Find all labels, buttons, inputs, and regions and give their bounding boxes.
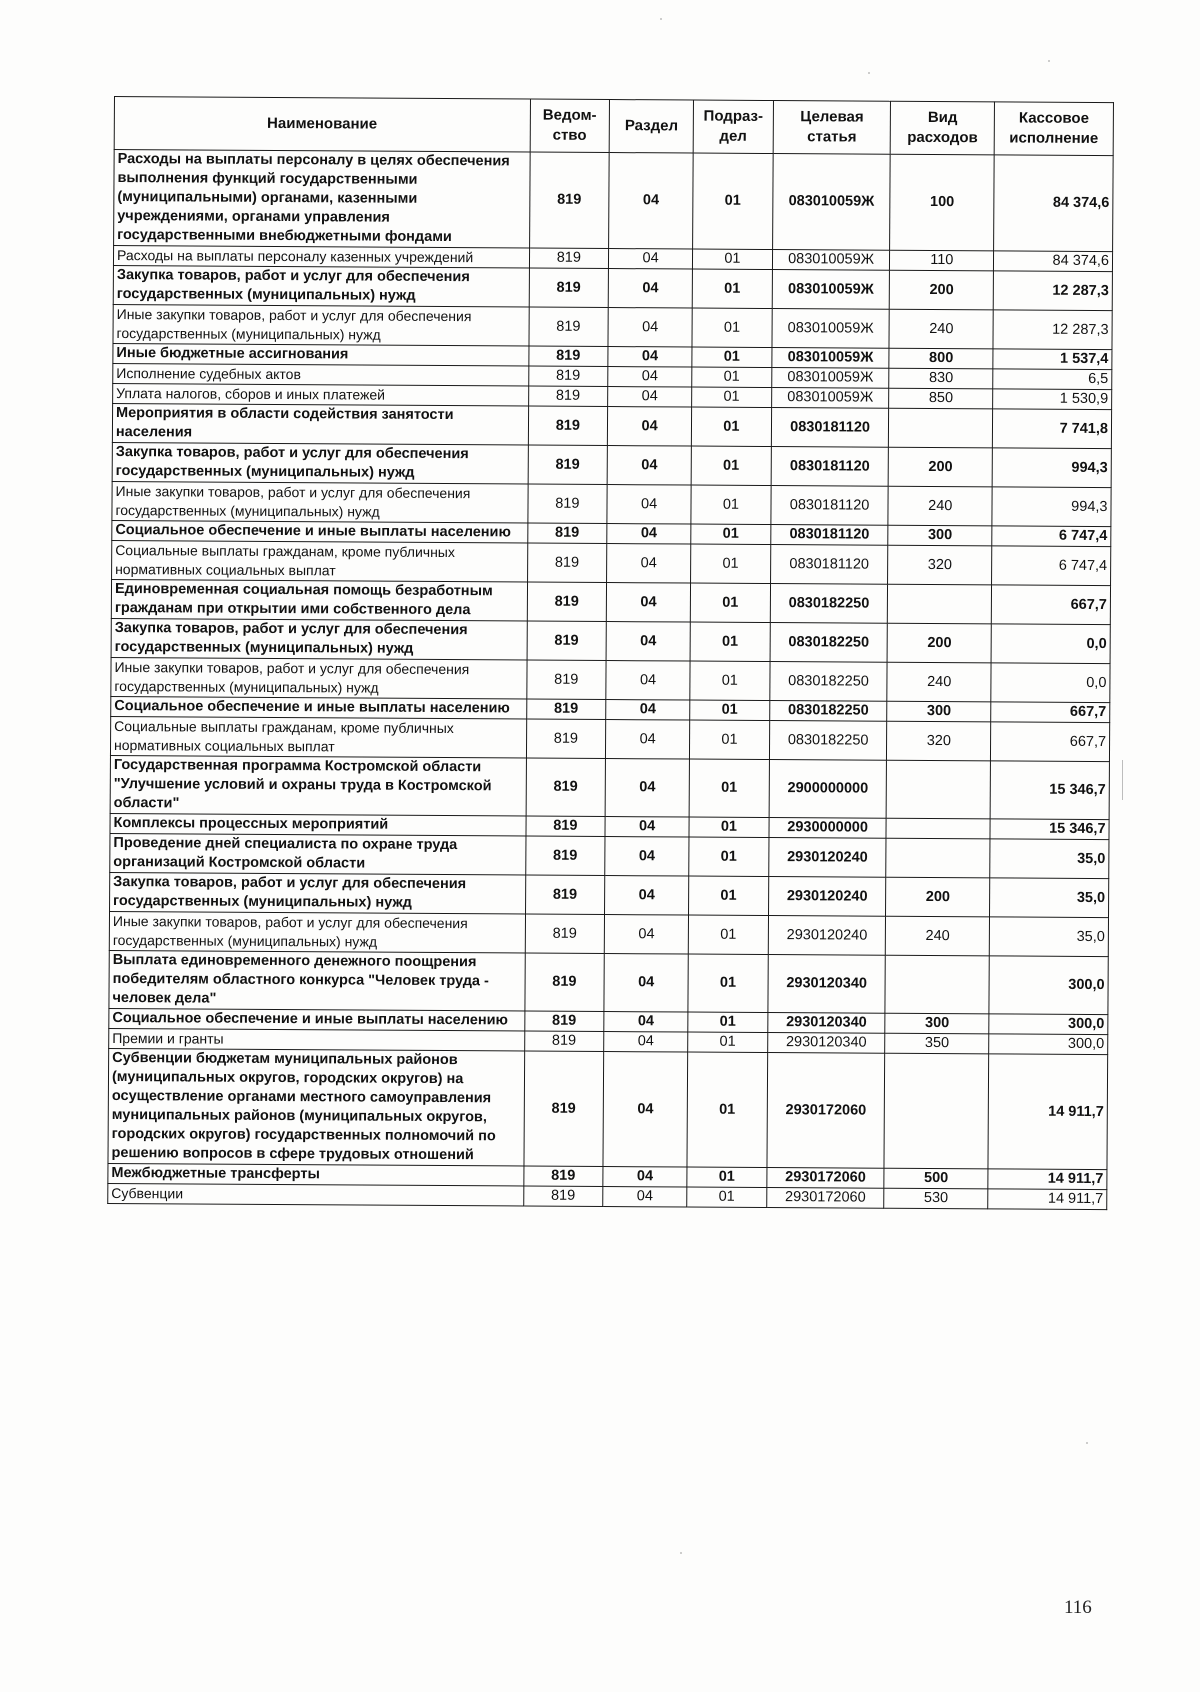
- header-kassovoe-ispolnenie: Кассовое исполнение: [994, 102, 1113, 156]
- cell-razdel: 04: [606, 700, 690, 721]
- cell-vedomstvo: 819: [523, 1166, 603, 1186]
- cell-podrazdel: 01: [688, 1012, 768, 1032]
- cell-celevaya-statya: 083010059Ж: [772, 348, 890, 369]
- cell-vid-rashodov: 240: [889, 309, 993, 349]
- cell-celevaya-statya: 2930120340: [767, 1033, 885, 1054]
- cell-name: Закупка товаров, работ и услуг для обеспечения государственных (муниципальных) нужд: [110, 872, 526, 914]
- cell-podrazdel: 01: [689, 817, 769, 837]
- cell-name: Государственная программа Костромской области "Улучшение условий и охраны труда в Костромской области": [110, 755, 526, 816]
- cell-vedomstvo: 819: [526, 758, 606, 816]
- cell-razdel: 04: [605, 837, 689, 877]
- cell-celevaya-statya: 0830181120: [770, 525, 888, 546]
- cell-name: Социальные выплаты гражданам, кроме публичных нормативных социальных выплат: [112, 540, 528, 582]
- cell-razdel: 04: [606, 622, 690, 662]
- header-podrazdel: Подраз-дел: [693, 100, 773, 153]
- cell-podrazdel: 01: [689, 837, 769, 876]
- cell-name: Межбюджетные трансферты: [108, 1163, 524, 1186]
- cell-name: Мероприятия в области содействия занятости населения: [112, 403, 528, 445]
- table-row: [110, 755, 1109, 819]
- scan-mark: [1122, 760, 1123, 800]
- cell-celevaya-statya: 083010059Ж: [772, 270, 890, 310]
- cell-kassovoe-ispolnenie: 7 741,8: [992, 409, 1111, 449]
- cell-kassovoe-ispolnenie: 35,0: [990, 878, 1109, 918]
- cell-celevaya-statya: 0830181120: [771, 486, 889, 526]
- cell-razdel: 04: [604, 1012, 688, 1033]
- cell-celevaya-statya: 0830182250: [769, 721, 887, 761]
- cell-name: Выплата единовременного денежного поощрения победителям областного конкурса "Человек труда - человек дела": [109, 950, 525, 1011]
- cell-vedomstvo: 819: [527, 523, 607, 543]
- cell-kassovoe-ispolnenie: 14 911,7: [988, 1189, 1107, 1210]
- scan-speck: [868, 72, 870, 74]
- cell-podrazdel: 01: [692, 347, 772, 367]
- cell-name: Исполнение судебных актов: [113, 363, 529, 386]
- cell-vedomstvo: 819: [527, 543, 607, 582]
- scan-speck: [680, 1552, 682, 1554]
- table-row: [110, 833, 1109, 878]
- cell-kassovoe-ispolnenie: 35,0: [989, 917, 1108, 957]
- cell-vid-rashodov: 530: [884, 1188, 988, 1209]
- cell-kassovoe-ispolnenie: 994,3: [992, 448, 1111, 488]
- cell-razdel: 04: [608, 387, 692, 408]
- cell-vid-rashodov: 200: [888, 623, 992, 663]
- table-row: [111, 618, 1110, 663]
- cell-celevaya-statya: 2900000000: [769, 760, 887, 819]
- cell-vedomstvo: 819: [524, 1011, 604, 1031]
- cell-celevaya-statya: 2930172060: [766, 1188, 884, 1209]
- cell-kassovoe-ispolnenie: 15 346,7: [990, 761, 1109, 820]
- cell-vedomstvo: 819: [529, 152, 609, 248]
- cell-kassovoe-ispolnenie: 12 287,3: [993, 310, 1112, 350]
- cell-razdel: 04: [608, 308, 692, 348]
- cell-razdel: 04: [603, 1167, 687, 1188]
- cell-celevaya-statya: 083010059Ж: [771, 368, 889, 389]
- cell-razdel: 04: [604, 915, 688, 955]
- header-vedomstvo: Ведом-ство: [530, 99, 610, 152]
- cell-razdel: 04: [607, 446, 691, 486]
- cell-podrazdel: 01: [687, 1052, 767, 1167]
- cell-podrazdel: 01: [693, 249, 773, 269]
- cell-podrazdel: 01: [690, 583, 770, 622]
- cell-vid-rashodov: 110: [890, 250, 994, 271]
- cell-kassovoe-ispolnenie: 14 911,7: [988, 1169, 1107, 1190]
- cell-razdel: 04: [607, 485, 691, 525]
- cell-razdel: 04: [605, 817, 689, 838]
- cell-celevaya-statya: 2930172060: [767, 1168, 885, 1189]
- cell-vid-rashodov: 200: [890, 270, 994, 310]
- cell-vedomstvo: 819: [528, 346, 608, 366]
- table-row: [112, 403, 1111, 448]
- cell-celevaya-statya: 0830182250: [770, 662, 888, 702]
- cell-vedomstvo: 819: [524, 1031, 604, 1051]
- cell-vid-rashodov: 830: [889, 368, 993, 389]
- cell-podrazdel: 01: [693, 153, 773, 249]
- cell-name: Премии и гранты: [109, 1028, 525, 1051]
- cell-vedomstvo: 819: [527, 621, 607, 660]
- cell-podrazdel: 01: [687, 1167, 767, 1187]
- cell-podrazdel: 01: [692, 387, 772, 407]
- cell-celevaya-statya: 0830182250: [770, 623, 888, 663]
- table-row: [110, 872, 1109, 917]
- cell-celevaya-statya: 2930120340: [767, 1013, 885, 1034]
- cell-kassovoe-ispolnenie: 84 374,6: [994, 251, 1113, 272]
- cell-name: Социальное обеспечение и иные выплаты населению: [109, 1008, 525, 1031]
- cell-celevaya-statya: 083010059Ж: [771, 388, 889, 409]
- cell-vedomstvo: 819: [528, 445, 608, 484]
- table-row: [112, 540, 1111, 585]
- cell-name: Социальное обеспечение и иные выплаты населению: [112, 520, 528, 543]
- cell-celevaya-statya: 2930172060: [767, 1053, 885, 1169]
- cell-kassovoe-ispolnenie: 6 747,4: [992, 546, 1111, 586]
- cell-vid-rashodov: 200: [889, 447, 993, 487]
- cell-razdel: 04: [608, 269, 692, 309]
- table-row: [108, 1048, 1108, 1169]
- cell-name: Социальные выплаты гражданам, кроме публичных нормативных социальных выплат: [110, 716, 526, 758]
- cell-vedomstvo: 819: [527, 484, 607, 523]
- cell-vid-rashodov: [886, 818, 990, 839]
- cell-name: Уплата налогов, сборов и иных платежей: [113, 383, 529, 406]
- table-row: [110, 716, 1109, 761]
- cell-razdel: 04: [607, 544, 691, 584]
- cell-celevaya-statya: 2930120240: [768, 877, 886, 917]
- cell-vedomstvo: 819: [525, 914, 605, 953]
- table-row: [113, 304, 1112, 349]
- table-row: [111, 657, 1110, 702]
- cell-razdel: 04: [608, 367, 692, 388]
- cell-vid-rashodov: 320: [887, 721, 991, 761]
- cell-razdel: 04: [605, 759, 689, 818]
- cell-podrazdel: 01: [689, 759, 769, 817]
- cell-vedomstvo: 819: [528, 386, 608, 406]
- cell-razdel: 04: [607, 524, 691, 545]
- cell-name: Единовременная социальная помощь безработным гражданам при открытии ими собственного дела: [111, 579, 527, 621]
- cell-podrazdel: 01: [688, 915, 768, 954]
- table-row: [109, 950, 1108, 1014]
- cell-celevaya-statya: 2930120240: [768, 916, 886, 956]
- cell-vid-rashodov: [887, 760, 991, 819]
- cell-celevaya-statya: 2930120340: [768, 955, 886, 1014]
- cell-vid-rashodov: [889, 408, 993, 448]
- cell-vid-rashodov: [888, 584, 992, 624]
- cell-podrazdel: 01: [690, 700, 770, 720]
- cell-vid-rashodov: 800: [889, 348, 993, 369]
- cell-kassovoe-ispolnenie: 667,7: [991, 702, 1110, 723]
- cell-celevaya-statya: 083010059Ж: [772, 154, 890, 251]
- cell-vedomstvo: 819: [529, 268, 609, 307]
- cell-name: Расходы на выплаты персоналу в целях обеспечения выполнения функций государственными (муниципальными) органами, казенными учреждениями, органами управления государственными внебюджетными фондами: [114, 150, 530, 249]
- cell-razdel: 04: [609, 249, 693, 270]
- cell-razdel: 04: [607, 407, 691, 447]
- cell-razdel: 04: [604, 954, 688, 1013]
- cell-name: Закупка товаров, работ и услуг для обеспечения государственных (муниципальных) нужд: [112, 442, 528, 484]
- cell-podrazdel: 01: [689, 876, 769, 915]
- cell-kassovoe-ispolnenie: 667,7: [991, 722, 1110, 762]
- cell-podrazdel: 01: [690, 661, 770, 700]
- cell-name: Комплексы процессных мероприятий: [110, 813, 526, 836]
- table-row: [112, 442, 1111, 487]
- cell-vedomstvo: 819: [524, 953, 604, 1011]
- cell-podrazdel: 01: [692, 367, 772, 387]
- cell-kassovoe-ispolnenie: 300,0: [989, 1014, 1108, 1035]
- cell-kassovoe-ispolnenie: 1 537,4: [993, 349, 1112, 370]
- cell-vid-rashodov: 100: [890, 154, 994, 251]
- cell-celevaya-statya: 0830181120: [770, 545, 888, 585]
- cell-celevaya-statya: 2930000000: [769, 818, 887, 839]
- scan-speck: [1048, 60, 1050, 62]
- cell-vid-rashodov: 350: [885, 1033, 989, 1054]
- cell-vid-rashodov: 500: [884, 1168, 988, 1189]
- cell-kassovoe-ispolnenie: 0,0: [991, 624, 1110, 664]
- cell-name: Субвенции: [108, 1183, 524, 1206]
- cell-razdel: 04: [609, 153, 694, 250]
- cell-kassovoe-ispolnenie: 12 287,3: [993, 271, 1112, 311]
- cell-kassovoe-ispolnenie: 300,0: [989, 1034, 1108, 1055]
- cell-vedomstvo: 819: [523, 1186, 603, 1206]
- cell-razdel: 04: [608, 347, 692, 368]
- cell-podrazdel: 01: [692, 308, 772, 347]
- cell-podrazdel: 01: [691, 544, 771, 583]
- cell-vedomstvo: 819: [525, 875, 605, 914]
- table-row: [114, 150, 1114, 252]
- cell-vid-rashodov: 300: [885, 1013, 989, 1034]
- cell-kassovoe-ispolnenie: 14 911,7: [988, 1054, 1108, 1170]
- cell-vid-rashodov: [885, 955, 989, 1014]
- cell-vedomstvo: 819: [526, 719, 606, 758]
- cell-vid-rashodov: 320: [888, 545, 992, 585]
- cell-razdel: 04: [603, 1187, 687, 1208]
- cell-vedomstvo: 819: [528, 307, 608, 346]
- page-number: 116: [1064, 1597, 1092, 1618]
- cell-name: Иные закупки товаров, работ и услуг для обеспечения государственных (муниципальных) нужд: [112, 481, 528, 523]
- cell-celevaya-statya: 2930120240: [768, 838, 886, 878]
- cell-razdel: 04: [606, 661, 690, 701]
- scan-speck: [660, 18, 662, 20]
- cell-vid-rashodov: 850: [889, 388, 993, 409]
- cell-name: Иные закупки товаров, работ и услуг для обеспечения государственных (муниципальных) нужд: [113, 304, 529, 346]
- cell-podrazdel: 01: [691, 446, 771, 485]
- cell-kassovoe-ispolnenie: 0,0: [991, 663, 1110, 703]
- cell-vedomstvo: 819: [529, 248, 609, 268]
- cell-kassovoe-ispolnenie: 84 374,6: [994, 155, 1114, 252]
- cell-vid-rashodov: 200: [886, 877, 990, 917]
- cell-name: Закупка товаров, работ и услуг для обеспечения государственных (муниципальных) нужд: [111, 618, 527, 660]
- cell-podrazdel: 01: [688, 1032, 768, 1052]
- header-name: Наименование: [114, 97, 530, 153]
- cell-podrazdel: 01: [687, 1187, 767, 1207]
- cell-name: Закупка товаров, работ и услуг для обеспечения государственных (муниципальных) нужд: [113, 265, 529, 307]
- table-header: [114, 97, 1113, 156]
- cell-name: Проведение дней специалиста по охране труда организаций Костромской области: [110, 833, 526, 875]
- header-razdel: Раздел: [609, 100, 693, 154]
- cell-vid-rashodov: 240: [888, 486, 992, 526]
- cell-kassovoe-ispolnenie: 15 346,7: [990, 819, 1109, 840]
- cell-celevaya-statya: 0830181120: [771, 408, 889, 448]
- cell-vedomstvo: 819: [526, 699, 606, 719]
- cell-podrazdel: 01: [691, 524, 771, 544]
- cell-kassovoe-ispolnenie: 667,7: [991, 585, 1110, 625]
- cell-vedomstvo: 819: [528, 366, 608, 386]
- budget-table: [107, 96, 1114, 1210]
- cell-name: Социальное обеспечение и иные выплаты населению: [111, 696, 527, 719]
- cell-vid-rashodov: [886, 838, 990, 878]
- cell-kassovoe-ispolnenie: 6 747,4: [992, 526, 1111, 547]
- cell-vid-rashodov: 300: [887, 701, 991, 722]
- cell-podrazdel: 01: [691, 407, 771, 446]
- header-vid-rashodov: Вид расходов: [891, 101, 995, 155]
- cell-podrazdel: 01: [690, 720, 770, 759]
- cell-podrazdel: 01: [690, 622, 770, 661]
- cell-celevaya-statya: 0830182250: [770, 584, 888, 624]
- cell-podrazdel: 01: [692, 269, 772, 308]
- cell-razdel: 04: [606, 720, 690, 760]
- cell-razdel: 04: [605, 876, 689, 916]
- cell-kassovoe-ispolnenie: 6,5: [993, 369, 1112, 390]
- table-body: [108, 150, 1113, 1210]
- cell-razdel: 04: [603, 1052, 688, 1168]
- cell-kassovoe-ispolnenie: 300,0: [989, 956, 1108, 1015]
- cell-vid-rashodov: 240: [887, 662, 991, 702]
- cell-razdel: 04: [606, 583, 690, 623]
- header-celevaya-statya: Целевая статья: [773, 101, 891, 155]
- cell-celevaya-statya: 0830181120: [771, 447, 889, 487]
- cell-vedomstvo: 819: [526, 660, 606, 699]
- cell-vedomstvo: 819: [526, 816, 606, 836]
- cell-celevaya-statya: 083010059Ж: [772, 250, 890, 271]
- cell-kassovoe-ispolnenie: 35,0: [990, 839, 1109, 879]
- cell-vedomstvo: 819: [525, 836, 605, 875]
- cell-kassovoe-ispolnenie: 1 530,9: [993, 389, 1112, 410]
- table-row: [109, 911, 1108, 956]
- cell-name: Расходы на выплаты персоналу казенных учреждений: [113, 246, 529, 269]
- cell-podrazdel: 01: [688, 954, 768, 1012]
- table-row: [112, 481, 1111, 526]
- cell-vedomstvo: 819: [523, 1051, 603, 1166]
- cell-name: Иные закупки товаров, работ и услуг для обеспечения государственных (муниципальных) нужд: [109, 911, 525, 953]
- cell-celevaya-statya: 083010059Ж: [772, 309, 890, 349]
- cell-kassovoe-ispolnenie: 994,3: [992, 487, 1111, 527]
- scan-speck: [1086, 1442, 1088, 1444]
- cell-name: Субвенции бюджетам муниципальных районов (муниципальных округов, городских округов) на осуществление органами местного самоуправления муниципальных районов (муниципальных округов, городских округов) государственных полномочий по решению вопросов в сфере трудовых отношений: [108, 1048, 524, 1166]
- cell-razdel: 04: [604, 1032, 688, 1053]
- cell-podrazdel: 01: [691, 485, 771, 524]
- cell-name: Иные закупки товаров, работ и услуг для обеспечения государственных (муниципальных) нужд: [111, 657, 527, 699]
- cell-vid-rashodov: 300: [888, 525, 992, 546]
- cell-celevaya-statya: 0830182250: [769, 701, 887, 722]
- cell-vedomstvo: 819: [527, 582, 607, 621]
- cell-vid-rashodov: [884, 1053, 988, 1169]
- table-row: [111, 579, 1110, 624]
- cell-vedomstvo: 819: [528, 406, 608, 445]
- cell-vid-rashodov: 240: [886, 916, 990, 956]
- table-row: [113, 265, 1112, 310]
- cell-name: Иные бюджетные ассигнования: [113, 343, 529, 366]
